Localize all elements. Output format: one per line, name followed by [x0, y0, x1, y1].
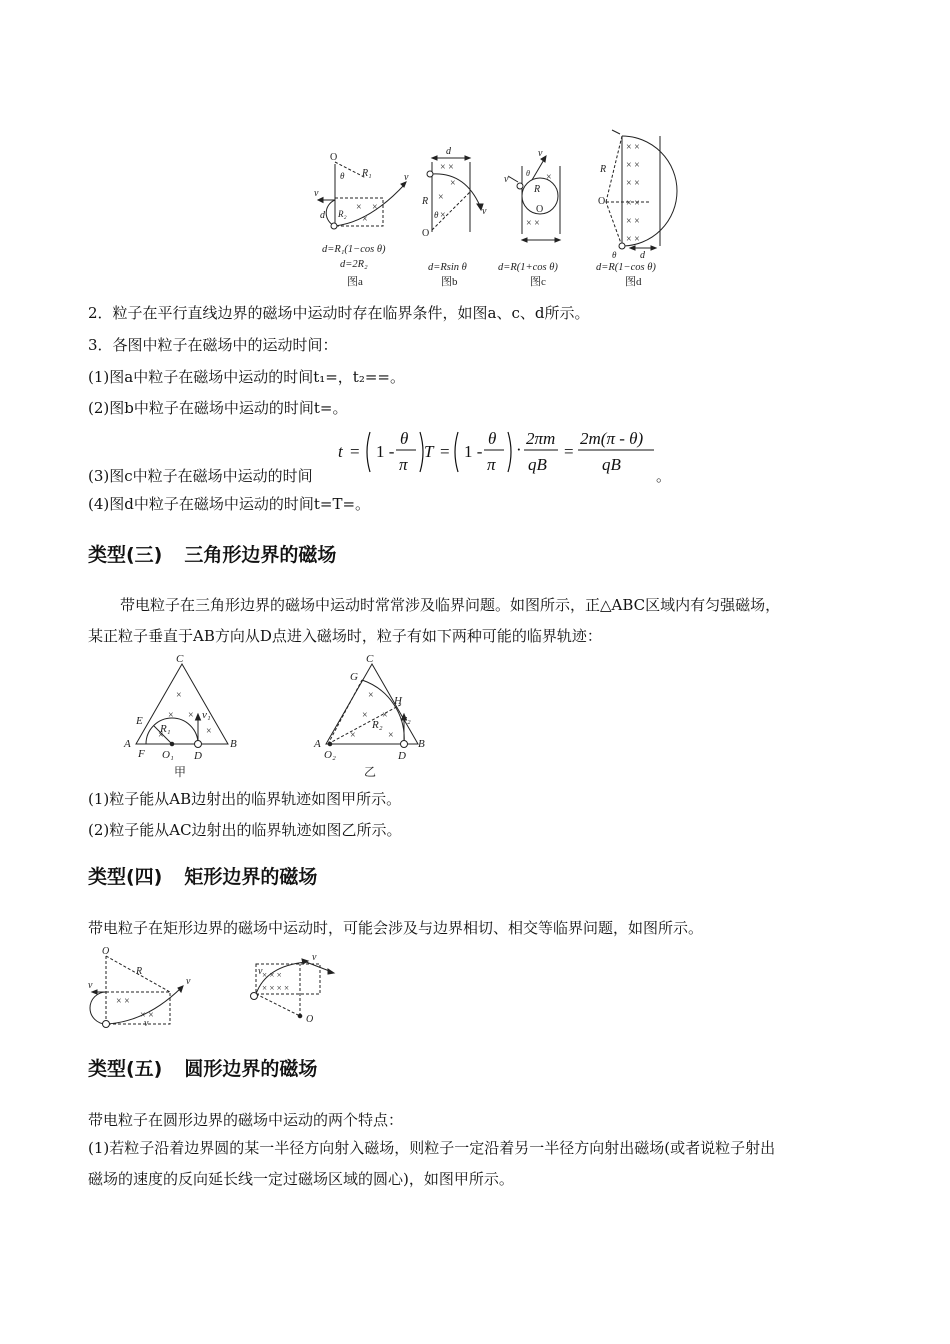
svg-text:v: v	[314, 188, 319, 199]
svg-text:v: v	[186, 976, 191, 987]
svg-text:2πm: 2πm	[526, 429, 556, 448]
svg-text:R: R	[534, 184, 541, 195]
svg-text:v₂: v₂	[402, 713, 411, 725]
svg-text:×: ×	[206, 726, 212, 737]
figure-c	[504, 148, 560, 242]
svg-text:C: C	[366, 653, 374, 665]
svg-text:R: R	[422, 196, 429, 207]
svg-text:×: ×	[388, 730, 394, 741]
figure-rectangle	[86, 944, 356, 1034]
svg-text:× × × ×: × × × ×	[262, 983, 290, 993]
svg-text:O₁: O₁	[162, 749, 174, 761]
svg-text:C: C	[176, 653, 184, 665]
svg-text:× ×: × ×	[116, 996, 130, 1007]
svg-text:D: D	[194, 750, 202, 762]
triangle-paragraph-2: 某正粒子垂直于AB方向从D点进入磁场时，粒子有如下两种可能的临界轨迹：	[88, 627, 602, 645]
svg-text:×: ×	[372, 202, 378, 213]
svg-text:O: O	[306, 1014, 314, 1025]
figure-b	[421, 146, 487, 239]
svg-text:O: O	[422, 228, 430, 239]
svg-text:qB: qB	[602, 455, 621, 474]
svg-text:×: ×	[168, 710, 174, 721]
heading-type-3-title: 三角形边界的磁场	[184, 544, 337, 566]
svg-text:θ: θ	[340, 171, 345, 181]
svg-text:v: v	[312, 952, 317, 963]
svg-text:π: π	[399, 455, 408, 474]
svg-text:×: ×	[450, 178, 456, 189]
figure-d-formula: d=R(1−cos θ)	[596, 262, 656, 273]
heading-type-5-title: 圆形边界的磁场	[184, 1058, 318, 1080]
svg-text:×: ×	[368, 690, 374, 701]
figure-c-caption: 图c	[530, 276, 546, 288]
triangle-item-1: (1)粒子能从AB边射出的临界轨迹如图甲所示。	[88, 790, 402, 808]
svg-text:B: B	[418, 738, 425, 750]
figure-b-formula: d=Rsin θ	[428, 262, 467, 273]
figure-b-caption: 图b	[441, 276, 458, 288]
figure-triangle-left	[136, 664, 228, 748]
svg-text:R₁: R₁	[362, 168, 372, 179]
svg-text:t: t	[338, 442, 343, 461]
svg-text:D: D	[398, 750, 406, 762]
svg-text:v: v	[144, 1018, 149, 1029]
triangle-paragraph-1: 带电粒子在三角形边界的磁场中运动时常常涉及临界问题。如图所示，正△ABC区域内有匀强磁场，	[120, 596, 781, 614]
svg-text:θ: θ	[488, 429, 497, 448]
figure-a	[314, 152, 409, 229]
svg-text:× ×: × ×	[626, 198, 640, 209]
text-line-5: (2)图b中粒子在磁场中运动的时间t=。	[88, 399, 348, 417]
svg-text:O₂: O₂	[324, 749, 336, 761]
figure-abcd	[300, 122, 690, 294]
svg-text:θ: θ	[612, 250, 617, 260]
figure-a-formula2: d=2R₂	[340, 259, 368, 270]
svg-text:v₁: v₁	[202, 709, 211, 721]
svg-text:× ×: × ×	[526, 218, 540, 229]
figure-triangle	[118, 652, 438, 780]
formula-time-c	[336, 424, 662, 480]
svg-text:×: ×	[438, 192, 444, 203]
svg-text:O: O	[536, 204, 544, 215]
svg-text:×: ×	[382, 710, 388, 721]
text-line-3: 3．各图中粒子在磁场中的运动时间：	[88, 336, 338, 354]
figure-rectangle-right	[251, 959, 335, 1018]
svg-text:1 -: 1 -	[376, 442, 395, 461]
svg-text:× ×: × ×	[626, 178, 640, 189]
heading-type-4-num: 类型(四)	[88, 866, 163, 888]
circle-paragraph-2: (1)若粒子沿着边界圆的某一半径方向射入磁场，则粒子一定沿着另一半径方向射出磁场(或者说粒子射出	[88, 1139, 776, 1157]
svg-text:v: v	[88, 980, 93, 991]
svg-text:R: R	[136, 966, 143, 977]
svg-text:d: d	[446, 146, 451, 157]
svg-text:d: d	[640, 250, 645, 261]
text-line-4: (1)图a中粒子在磁场中运动的时间t₁=，t₂==。	[88, 368, 405, 386]
heading-type-4-title: 矩形边界的磁场	[184, 866, 318, 888]
svg-text:×: ×	[546, 172, 552, 183]
svg-text:A: A	[124, 738, 131, 750]
svg-text:v: v	[258, 966, 263, 977]
text-line-7: (4)图d中粒子在磁场中运动的时间t=T=。	[88, 495, 371, 513]
circle-paragraph-3: 磁场的速度的反向延长线一定过磁场区域的圆心)，如图甲所示。	[88, 1170, 514, 1188]
svg-text:T: T	[424, 442, 434, 461]
svg-text:×: ×	[362, 214, 368, 225]
svg-text:×: ×	[188, 710, 194, 721]
svg-text:O: O	[598, 196, 606, 207]
svg-text:×: ×	[356, 202, 362, 213]
figure-d	[598, 130, 677, 261]
svg-text:θ: θ	[526, 169, 530, 178]
svg-text:× ×: × ×	[626, 142, 640, 153]
triangle-caption-left: 甲	[174, 765, 187, 779]
svg-text:O: O	[102, 946, 110, 957]
heading-type-4	[88, 862, 317, 889]
figure-d-caption: 图d	[625, 276, 642, 288]
svg-text:v: v	[482, 206, 487, 217]
figure-a-formula1: d=R₁(1−cos θ)	[322, 244, 386, 255]
svg-text:B: B	[230, 738, 237, 750]
triangle-caption-right: 乙	[364, 765, 377, 779]
svg-text:v: v	[538, 148, 543, 159]
svg-text:θ: θ	[400, 429, 409, 448]
svg-text:R₂: R₂	[338, 209, 347, 219]
text-line-6: (3)图c中粒子在磁场中运动的时间	[88, 467, 313, 485]
svg-text:× ×: × ×	[626, 234, 640, 245]
heading-type-3-num: 类型(三)	[88, 544, 163, 566]
rect-paragraph-1: 带电粒子在矩形边界的磁场中运动时，可能会涉及与边界相切、相交等临界问题，如图所示。	[88, 919, 704, 937]
svg-text:θ: θ	[434, 210, 439, 220]
svg-text:=: =	[350, 442, 360, 461]
svg-text:=: =	[440, 442, 450, 461]
svg-text:× ×: × ×	[626, 160, 640, 171]
text-line-6-end: 。	[656, 467, 672, 485]
heading-type-5	[88, 1054, 317, 1081]
svg-text:=: =	[564, 442, 574, 461]
svg-text:R₂: R₂	[372, 719, 383, 731]
text-line-2: 2．粒子在平行直线边界的磁场中运动时存在临界条件，如图a、c、d所示。	[88, 304, 590, 322]
svg-text:G: G	[350, 671, 358, 683]
svg-text:× × ×: × × ×	[262, 970, 282, 980]
svg-text:×: ×	[350, 730, 356, 741]
svg-text:R₁: R₁	[160, 723, 171, 735]
svg-text:F: F	[138, 748, 145, 760]
svg-text:R: R	[600, 164, 607, 175]
svg-text:v: v	[504, 174, 509, 185]
svg-text:O: O	[330, 152, 338, 163]
svg-text:× ×: × ×	[140, 1010, 154, 1021]
svg-text:×: ×	[176, 690, 182, 701]
svg-text:π: π	[487, 455, 496, 474]
heading-type-3	[88, 540, 336, 567]
figure-a-caption: 图a	[347, 276, 363, 288]
svg-text:E: E	[136, 715, 143, 727]
figure-triangle-right	[326, 664, 418, 748]
svg-text:A: A	[314, 738, 321, 750]
heading-type-5-num: 类型(五)	[88, 1058, 163, 1080]
svg-text:qB: qB	[528, 455, 547, 474]
triangle-item-2: (2)粒子能从AC边射出的临界轨迹如图乙所示。	[88, 821, 402, 839]
svg-text:×: ×	[440, 210, 446, 221]
svg-text:× ×: × ×	[440, 162, 454, 173]
svg-text:1 -: 1 -	[464, 442, 483, 461]
svg-text:d: d	[320, 210, 325, 221]
svg-text:× ×: × ×	[626, 216, 640, 227]
svg-text:×: ×	[158, 730, 164, 741]
svg-text:·: ·	[516, 440, 522, 459]
figure-c-formula: d=R(1+cos θ)	[498, 262, 558, 273]
svg-text:2m(π - θ): 2m(π - θ)	[580, 429, 644, 448]
svg-text:v: v	[404, 172, 409, 183]
svg-text:×: ×	[362, 710, 368, 721]
circle-paragraph-1: 带电粒子在圆形边界的磁场中运动的两个特点：	[88, 1111, 404, 1129]
svg-text:H: H	[394, 695, 402, 707]
